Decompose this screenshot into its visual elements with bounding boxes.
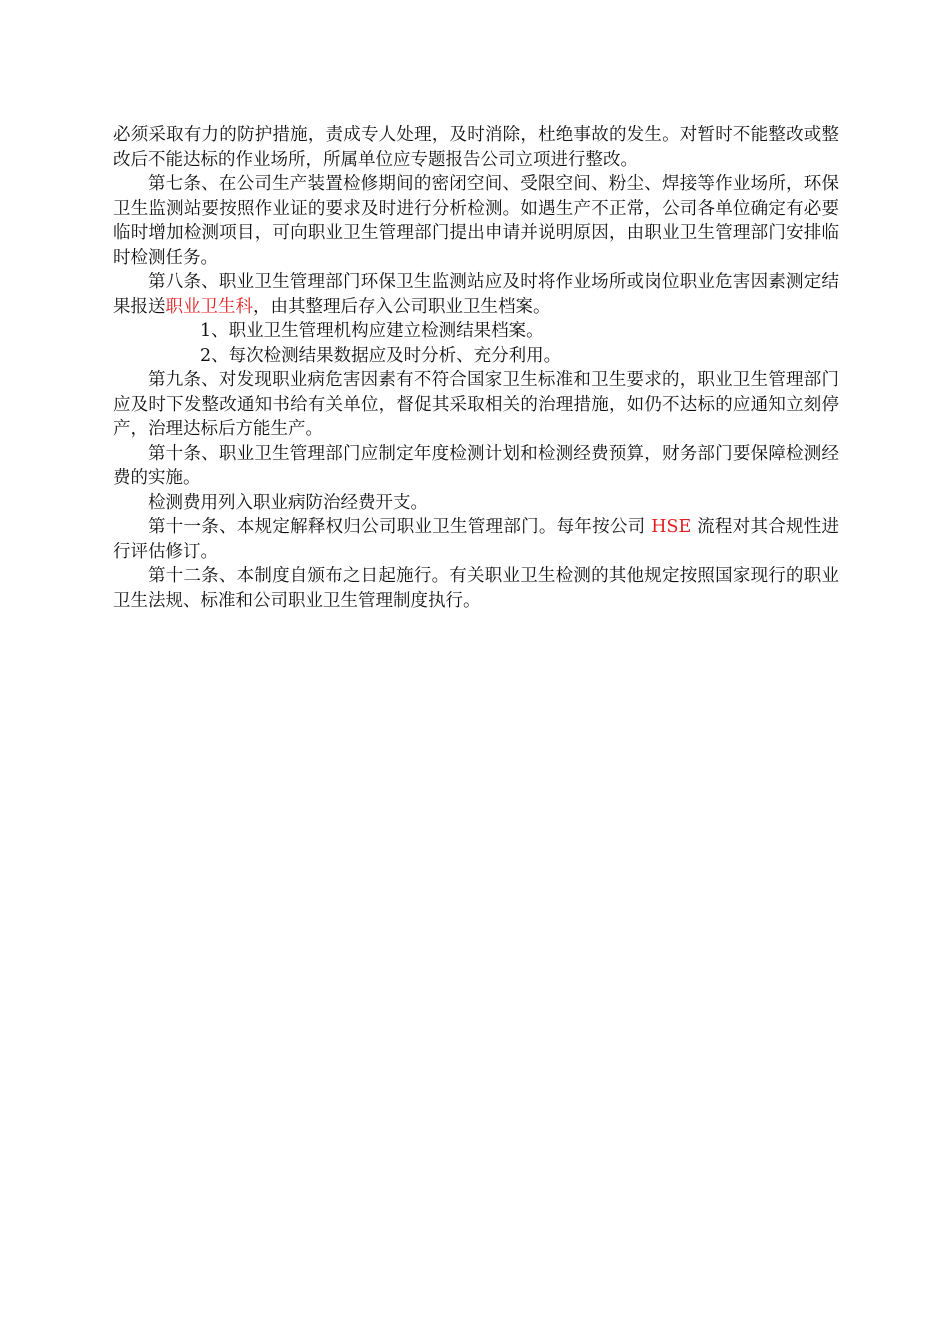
sub-item-1: 1、职业卫生管理机构应建立检测结果档案。 <box>200 321 544 341</box>
paragraph-funding-note: 检测费用列入职业病防治经费开支。 <box>148 492 428 513</box>
paragraph-article-9: 第九条、对发现职业病危害因素有不符合国家卫生标准和卫生要求的，职业卫生管理部门应及时下发整改通知书给有关单位，督促其采取相关的治理措施，如仍不达标的应通知立刻停产，治理达标后方能生产。 <box>113 370 839 439</box>
paragraph-article-8 <box>113 270 839 319</box>
paragraph-continuation: 必须采取有力的防护措施，责成专人处理，及时消除，杜绝事故的发生。对暂时不能整改或整改后不能达标的作业场所，所属单位应专题报告公司立项进行整改。 <box>113 125 839 170</box>
sub-item-2: 2、每次检测结果数据应及时分析、充分利用。 <box>200 345 562 366</box>
highlighted-term-hse: HSE <box>651 517 692 537</box>
paragraph-article-12: 第十二条、本制度自颁布之日起施行。有关职业卫生检测的其他规定按照国家现行的职业卫生法规、标准和公司职业卫生管理制度执行。 <box>113 566 839 611</box>
article-11-text-after: 流程对其合规性进行评估修订。 <box>113 517 840 562</box>
highlighted-term-occupational-health-dept: 职业卫生科 <box>165 296 253 317</box>
article-8-text-after: ，由其整理后存入公司职业卫生档案。 <box>253 296 551 317</box>
paragraph-article-11 <box>113 515 839 564</box>
paragraph-article-7: 第七条、在公司生产装置检修期间的密闭空间、受限空间、粉尘、焊接等作业场所，环保卫生监测站要按照作业证的要求及时进行分析检测。如遇生产不正常，公司各单位确定有必要临时增加检测项目，可向职业卫生管理部门提出申请并说明原因，由职业卫生管理部门安排临时检测任务。 <box>113 174 839 268</box>
article-8-text-before: 第八条、职业卫生管理部门环保卫生监测站应及时将作业场所或岗位职业危害因素测定结果报送 <box>113 272 839 317</box>
document-body <box>113 123 839 613</box>
paragraph-article-10: 第十条、职业卫生管理部门应制定年度检测计划和检测经费预算，财务部门要保障检测经费的实施。 <box>113 443 839 488</box>
article-11-text-before: 第十一条、本规定解释权归公司职业卫生管理部门。每年按公司 <box>148 517 652 537</box>
